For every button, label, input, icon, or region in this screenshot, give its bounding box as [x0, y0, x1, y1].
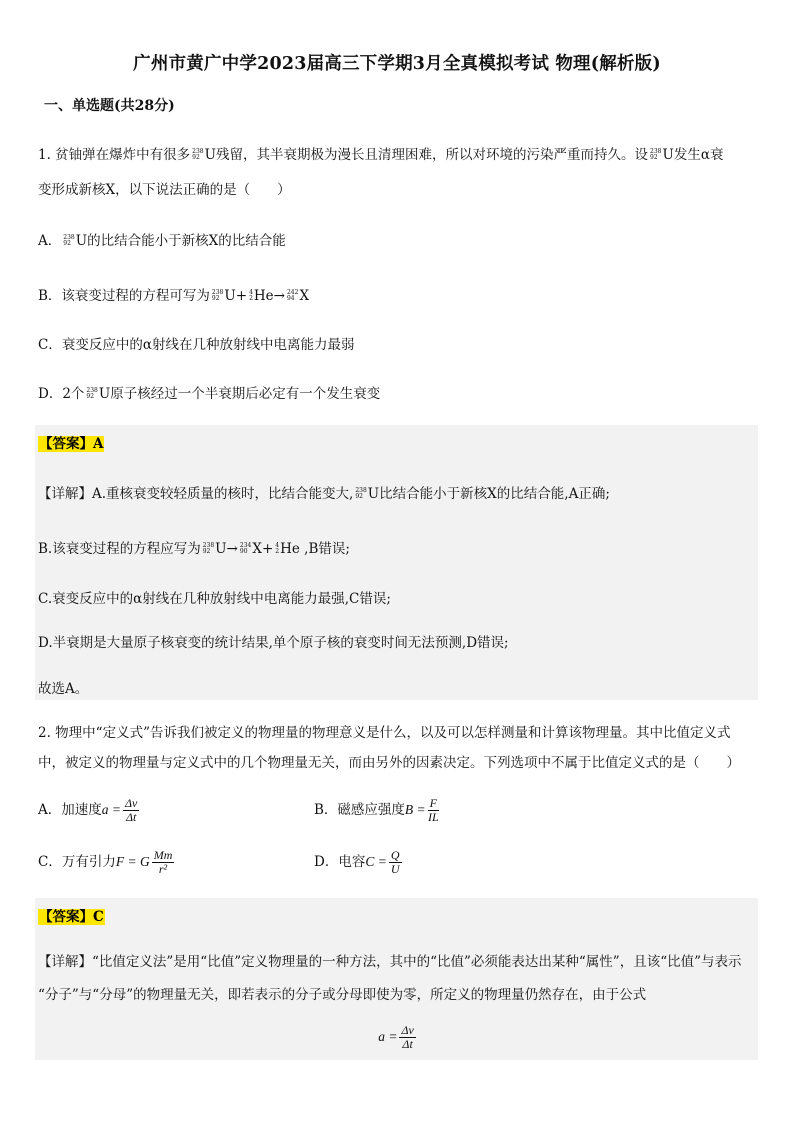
nuclide-x242: 242 94 — [286, 288, 299, 302]
q1-stem-line1: 1. 贫铀弹在爆炸中有很多 238 92 U残留，其半衰期极为漫长且清理困难，所以对环境的污染严重而持久。设 238 92 U发生α衰 — [38, 147, 724, 163]
answer-tag: 【答案】A — [39, 436, 104, 452]
q2-explanation-line1: 【详解】“比值定义法”是用“比值”定义物理量的一种方法，其中的“比值”必须能表达出某种“属性”，且该“比值”与表示 — [38, 954, 742, 970]
q2-stem-line2: 中，被定义的物理量与定义式中的几个物理量无关，而由另外的因素决定。下列选项中不属于比值定义式的是（ ） — [38, 755, 740, 771]
q1-explanation-c: C.衰变反应中的α射线在几种放射线中电离能力最强,C错误; — [38, 591, 391, 607]
q1-option-d: D．2个 238 92 U原子核经过一个半衰期后必定有一个发生衰变 — [38, 386, 381, 402]
fraction: $\frac{Mm}{\text{r²}}$ — [153, 848, 173, 876]
answer-tag: 【答案】C — [39, 909, 104, 925]
q1-option-c: C．衰变反应中的α射线在几种放射线中电离能力最弱 — [38, 337, 355, 353]
nuclide-u238: 238 92 — [63, 233, 75, 247]
q1-answer-box — [35, 425, 758, 700]
q1-option-b: B．该衰变过程的方程可写为 238 92 U+ 4 2 He→ 242 94 X — [38, 288, 310, 304]
q1-explanation-d: D.半衰期是大量原子核衰变的统计结果,单个原子核的衰变时间无法预测,D错误; — [38, 635, 509, 651]
section-heading: 一、单选题(共28分) — [44, 98, 175, 114]
fraction: $\frac{F}{IL}$ — [427, 796, 439, 824]
fraction: $\frac{\Delta v}{\Delta t}$ — [125, 796, 138, 824]
nuclide-x234: 234 90 — [239, 541, 252, 555]
fraction: $\frac{Q}{U}$ — [390, 848, 400, 876]
page-title: 广州市黄广中学2023届高三下学期3月全真模拟考试 物理(解析版) — [133, 54, 661, 74]
q1-conclusion: 故选A。 — [38, 681, 89, 697]
q2-option-a: A．加速度a = $\frac{\Delta v}{\Delta t}$ — [38, 796, 138, 824]
nuclide-u238: 238 92 — [192, 147, 204, 161]
q2-option-b: B．磁感应强度B = $\frac{F}{IL}$ — [314, 796, 439, 824]
q1-explanation-b: B.该衰变过程的方程应写为 238 92 U→ 234 90 X+ 4 2 He ,B错误; — [38, 541, 350, 557]
q2-formula: a = $\frac{\Delta v}{\Delta t}$ — [378, 1023, 414, 1051]
q1-explanation-a: 【详解】A.重核衰变较轻质量的核时，比结合能变大, 238 92 U比结合能小于新核X的比结合能,A正确; — [38, 486, 610, 502]
q2-stem-line1: 2. 物理中“定义式”告诉我们被定义的物理量的物理意义是什么，以及可以怎样测量和计算该物理量。其中比值定义式 — [38, 725, 731, 741]
q2-option-d: D．电容C = $\frac{Q}{U}$ — [314, 848, 400, 876]
nuclide-u238: 238 92 — [202, 541, 215, 555]
q2-answer — [38, 905, 105, 925]
nuclide-u238: 238 92 — [355, 486, 367, 500]
nuclide-he4: 4 2 — [275, 541, 280, 555]
nuclide-u238: 238 92 — [650, 147, 662, 161]
nuclide-u238: 238 92 — [211, 288, 224, 302]
q1-stem-line2: 变形成新核X，以下说法正确的是（ ） — [38, 182, 291, 198]
q1-option-a: A． 238 92 U的比结合能小于新核X的比结合能 — [38, 233, 286, 249]
nuclide-u238: 238 92 — [86, 386, 98, 400]
q2-option-c: C．万有引力F = G $\frac{Mm}{\text{r²}}$ — [38, 848, 173, 876]
fraction: $\frac{\Delta v}{\Delta t}$ — [401, 1023, 414, 1051]
q1-answer — [38, 432, 104, 452]
q2-explanation-line2: “分子”与“分母”的物理量无关，即若表示的分子或分母即使为零，所定义的物理量仍然存在，由于公式 — [38, 987, 647, 1003]
nuclide-he4: 4 2 — [249, 288, 253, 302]
